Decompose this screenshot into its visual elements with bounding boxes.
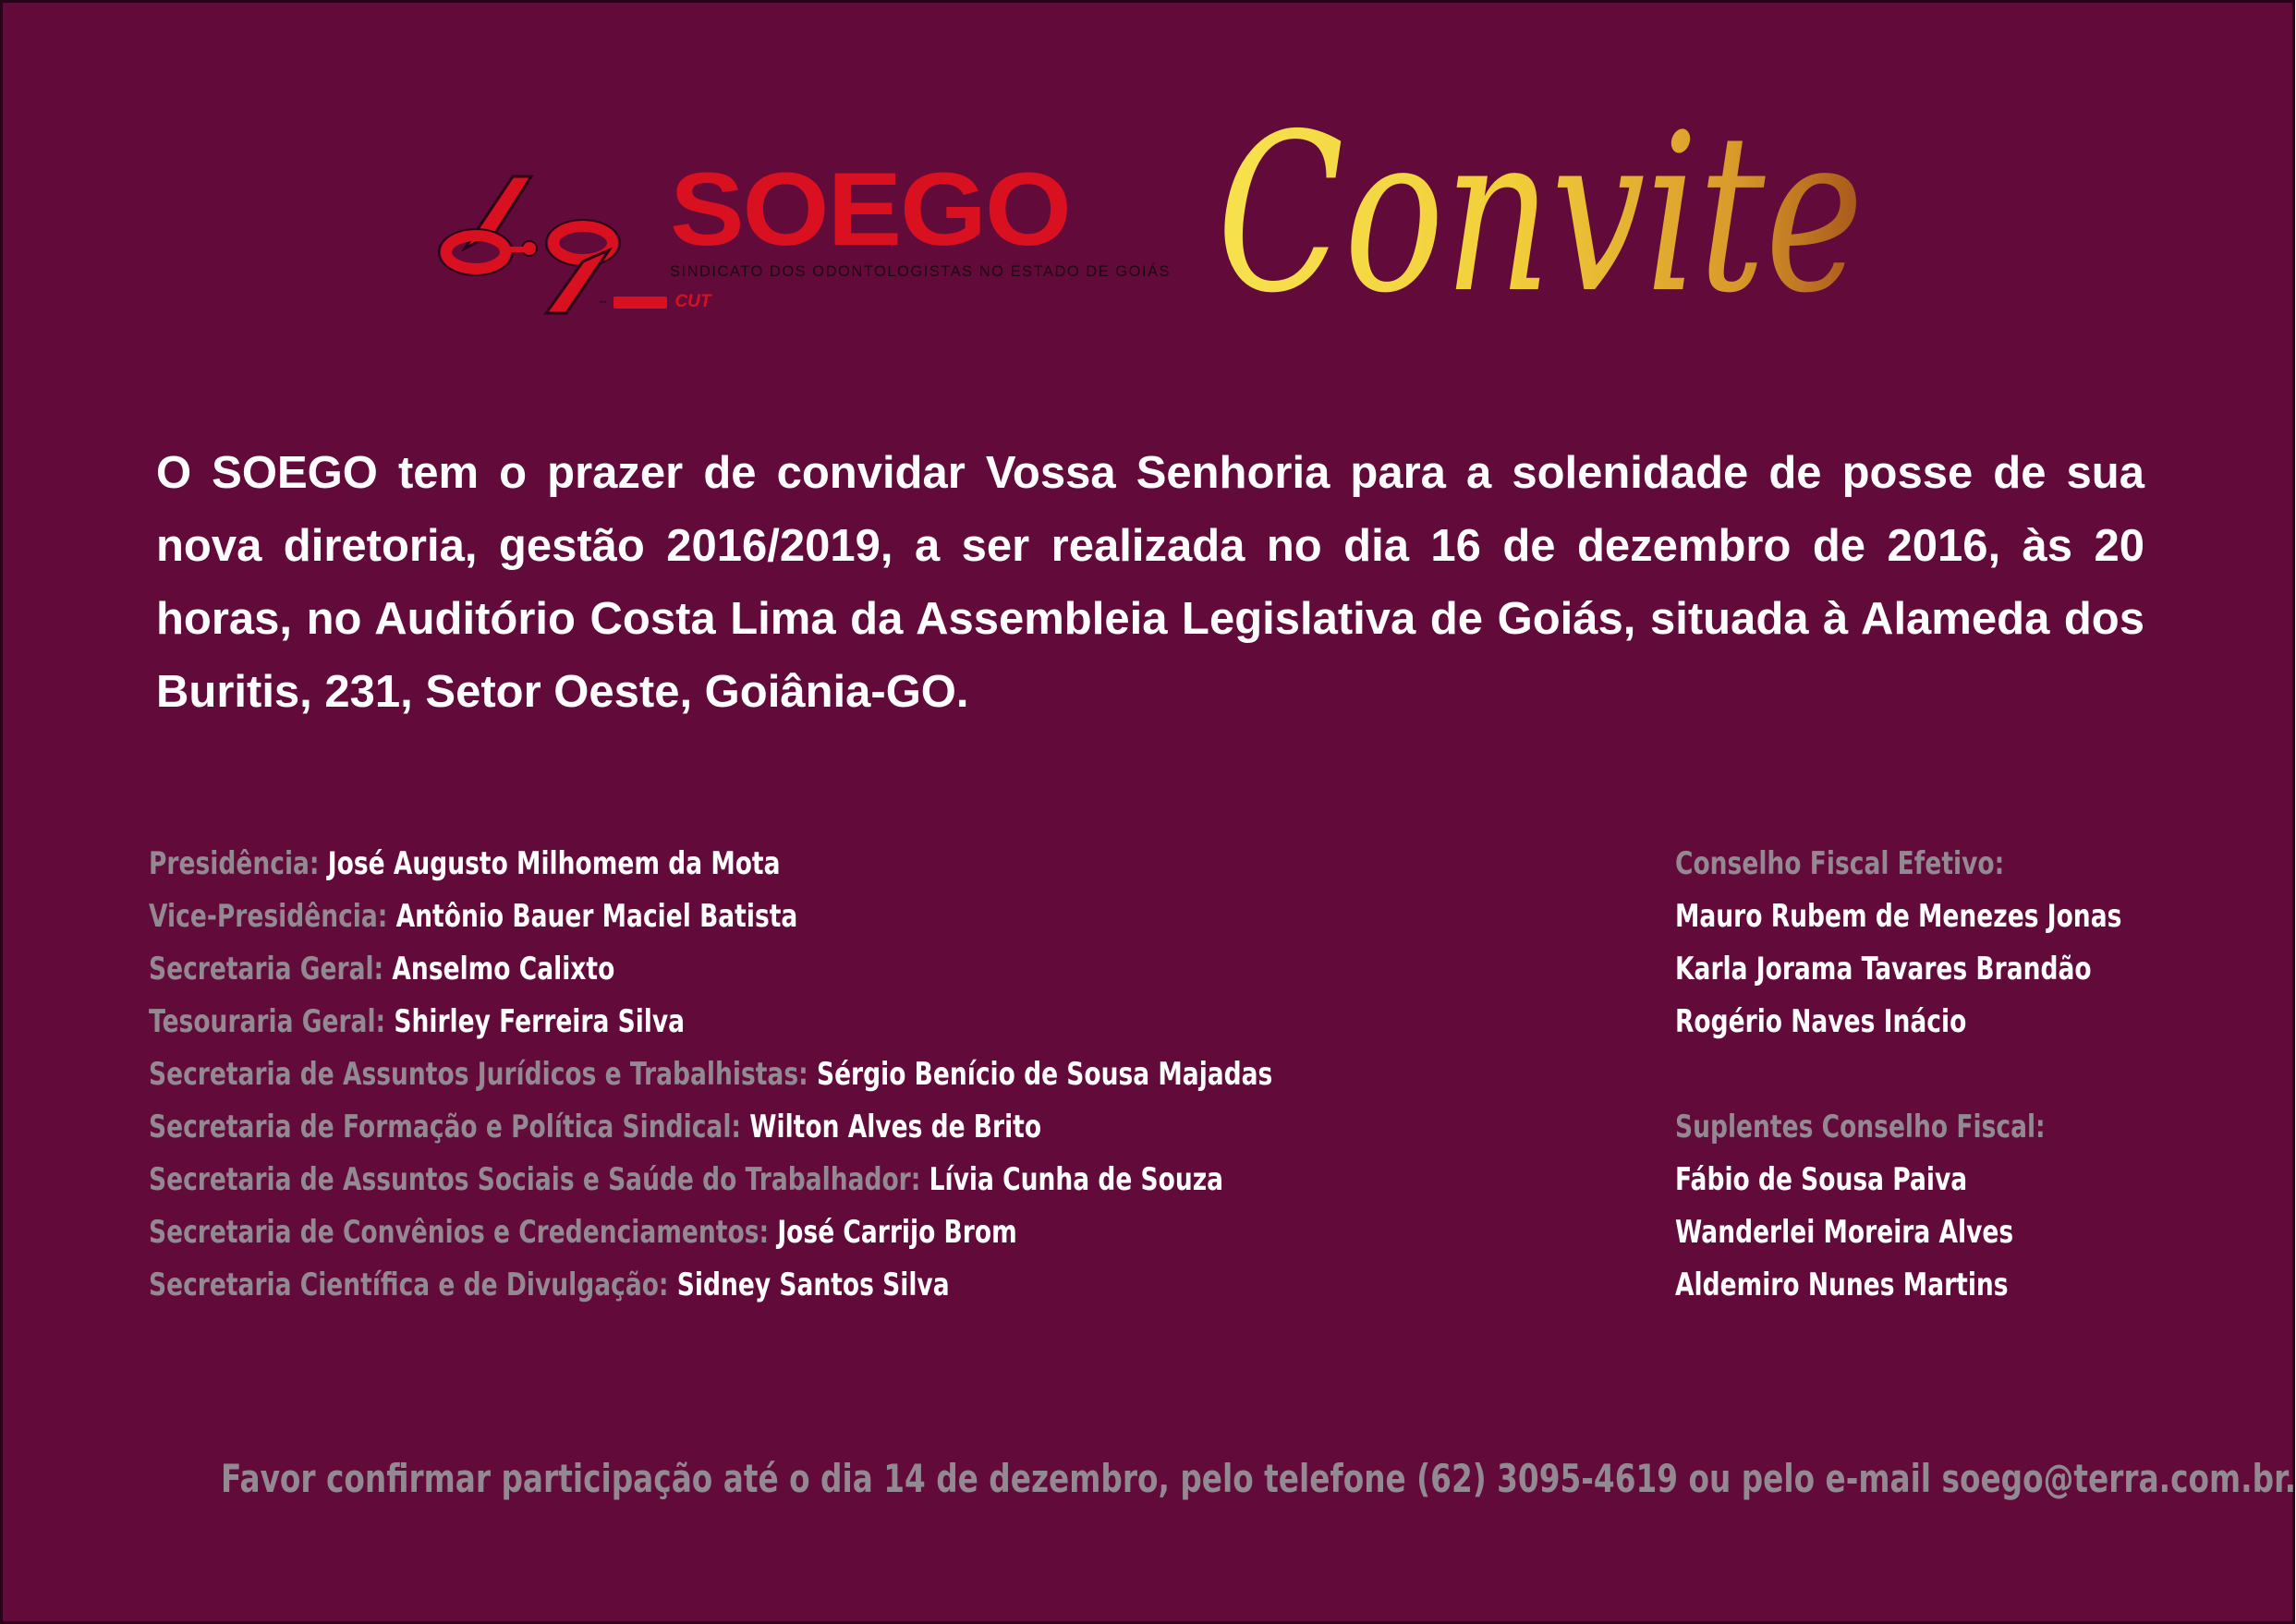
board-member-name: Anselmo Calixto bbox=[392, 951, 615, 988]
board-member bbox=[149, 1154, 1272, 1206]
board-member bbox=[149, 943, 1272, 996]
board-role: Secretaria de Convênios e Credenciamentos: bbox=[149, 1214, 770, 1251]
board-role: Tesouraria Geral: bbox=[149, 1003, 386, 1040]
fiscal-council bbox=[1675, 838, 2121, 1312]
board-member bbox=[149, 838, 1272, 891]
board-member-name: Antônio Bauer Maciel Batista bbox=[395, 898, 798, 935]
board-member bbox=[149, 1206, 1272, 1259]
rsvp-note: Favor confirmar participação até o dia 14 de dezembro, pelo telefone (62) 3095-4619 ou pelo e-mail soego@terra.com.br. bbox=[221, 1456, 2296, 1501]
board-member-name: José Augusto Milhomem da Mota bbox=[327, 845, 781, 882]
invitation-text: O SOEGO tem o prazer de convidar Vossa Senhoria para a solenidade de posse de sua nova diretoria, gestão 2016/2019, a ser realizada no dia 16 de dezembro de 2016, às 20 horas, no Auditório Costa Lima da Assembleia Legislativa de Goiás, situada à Alameda dos Buritis, 231, Setor Oeste, Goiânia-GO. bbox=[156, 448, 2144, 717]
board-member-name: Wilton Alves de Brito bbox=[749, 1109, 1042, 1145]
fiscal-spacer bbox=[1675, 1048, 2121, 1101]
board-member bbox=[149, 891, 1272, 943]
fiscal-member-name: Fábio de Sousa Paiva bbox=[1675, 1161, 1968, 1198]
fiscal-effective-label: Conselho Fiscal Efetivo: bbox=[1675, 845, 2005, 882]
board-member bbox=[149, 1101, 1272, 1154]
board-member-name: José Carrijo Brom bbox=[777, 1214, 1017, 1251]
board-role: Secretaria de Formação e Política Sindical: bbox=[149, 1109, 742, 1145]
board-member bbox=[149, 1048, 1272, 1101]
board-member-name: Shirley Ferreira Silva bbox=[394, 1003, 686, 1040]
board-role: Presidência: bbox=[149, 845, 320, 882]
fiscal-member-name: Mauro Rubem de Menezes Jonas bbox=[1675, 898, 2122, 935]
convite-title bbox=[1213, 47, 1878, 352]
fiscal-member-name: Aldemiro Nunes Martins bbox=[1675, 1266, 2009, 1303]
board-member bbox=[149, 1259, 1272, 1312]
board-member-name: Sidney Santos Silva bbox=[676, 1266, 950, 1303]
logo-affiliation bbox=[600, 293, 711, 311]
board-role: Secretaria Geral: bbox=[149, 951, 384, 988]
board-member-name: Lívia Cunha de Souza bbox=[929, 1161, 1224, 1198]
affiliation-badge-icon bbox=[613, 297, 667, 309]
fiscal-member-name: Rogério Naves Inácio bbox=[1675, 1003, 1967, 1040]
logo-wordmark: SOEGO bbox=[670, 151, 1070, 267]
fiscal-member-name: Karla Jorama Tavares Brandão bbox=[1675, 951, 2092, 988]
board-role: Secretaria de Assuntos Sociais e Saúde do Trabalhador: bbox=[149, 1161, 921, 1198]
board-role: Vice-Presidência: bbox=[149, 898, 388, 935]
fiscal-alternates-label: Suplentes Conselho Fiscal: bbox=[1675, 1109, 2046, 1145]
board-role: Secretaria de Assuntos Jurídicos e Trabalhistas: bbox=[149, 1056, 808, 1093]
board-list bbox=[149, 838, 1272, 1312]
board-role: Secretaria Científica e de Divulgação: bbox=[149, 1266, 669, 1303]
convite-title-text: Convite bbox=[1217, 87, 1864, 341]
fiscal-alternates-list bbox=[1675, 1154, 2121, 1312]
soego-logo bbox=[428, 151, 1172, 324]
board-member bbox=[149, 996, 1272, 1048]
affiliation-cut: CUT bbox=[674, 292, 711, 311]
fiscal-effective-list bbox=[1675, 891, 2121, 1048]
affiliation-marker: ▪▪▪ bbox=[600, 298, 607, 306]
fiscal-member-name: Wanderlei Moreira Alves bbox=[1675, 1214, 2014, 1251]
logo-subtitle: SINDICATO DOS ODONTOLOGISTAS NO ESTADO DE GOIÁS bbox=[670, 263, 1172, 280]
board-member-name: Sérgio Benício de Sousa Majadas bbox=[816, 1056, 1273, 1093]
